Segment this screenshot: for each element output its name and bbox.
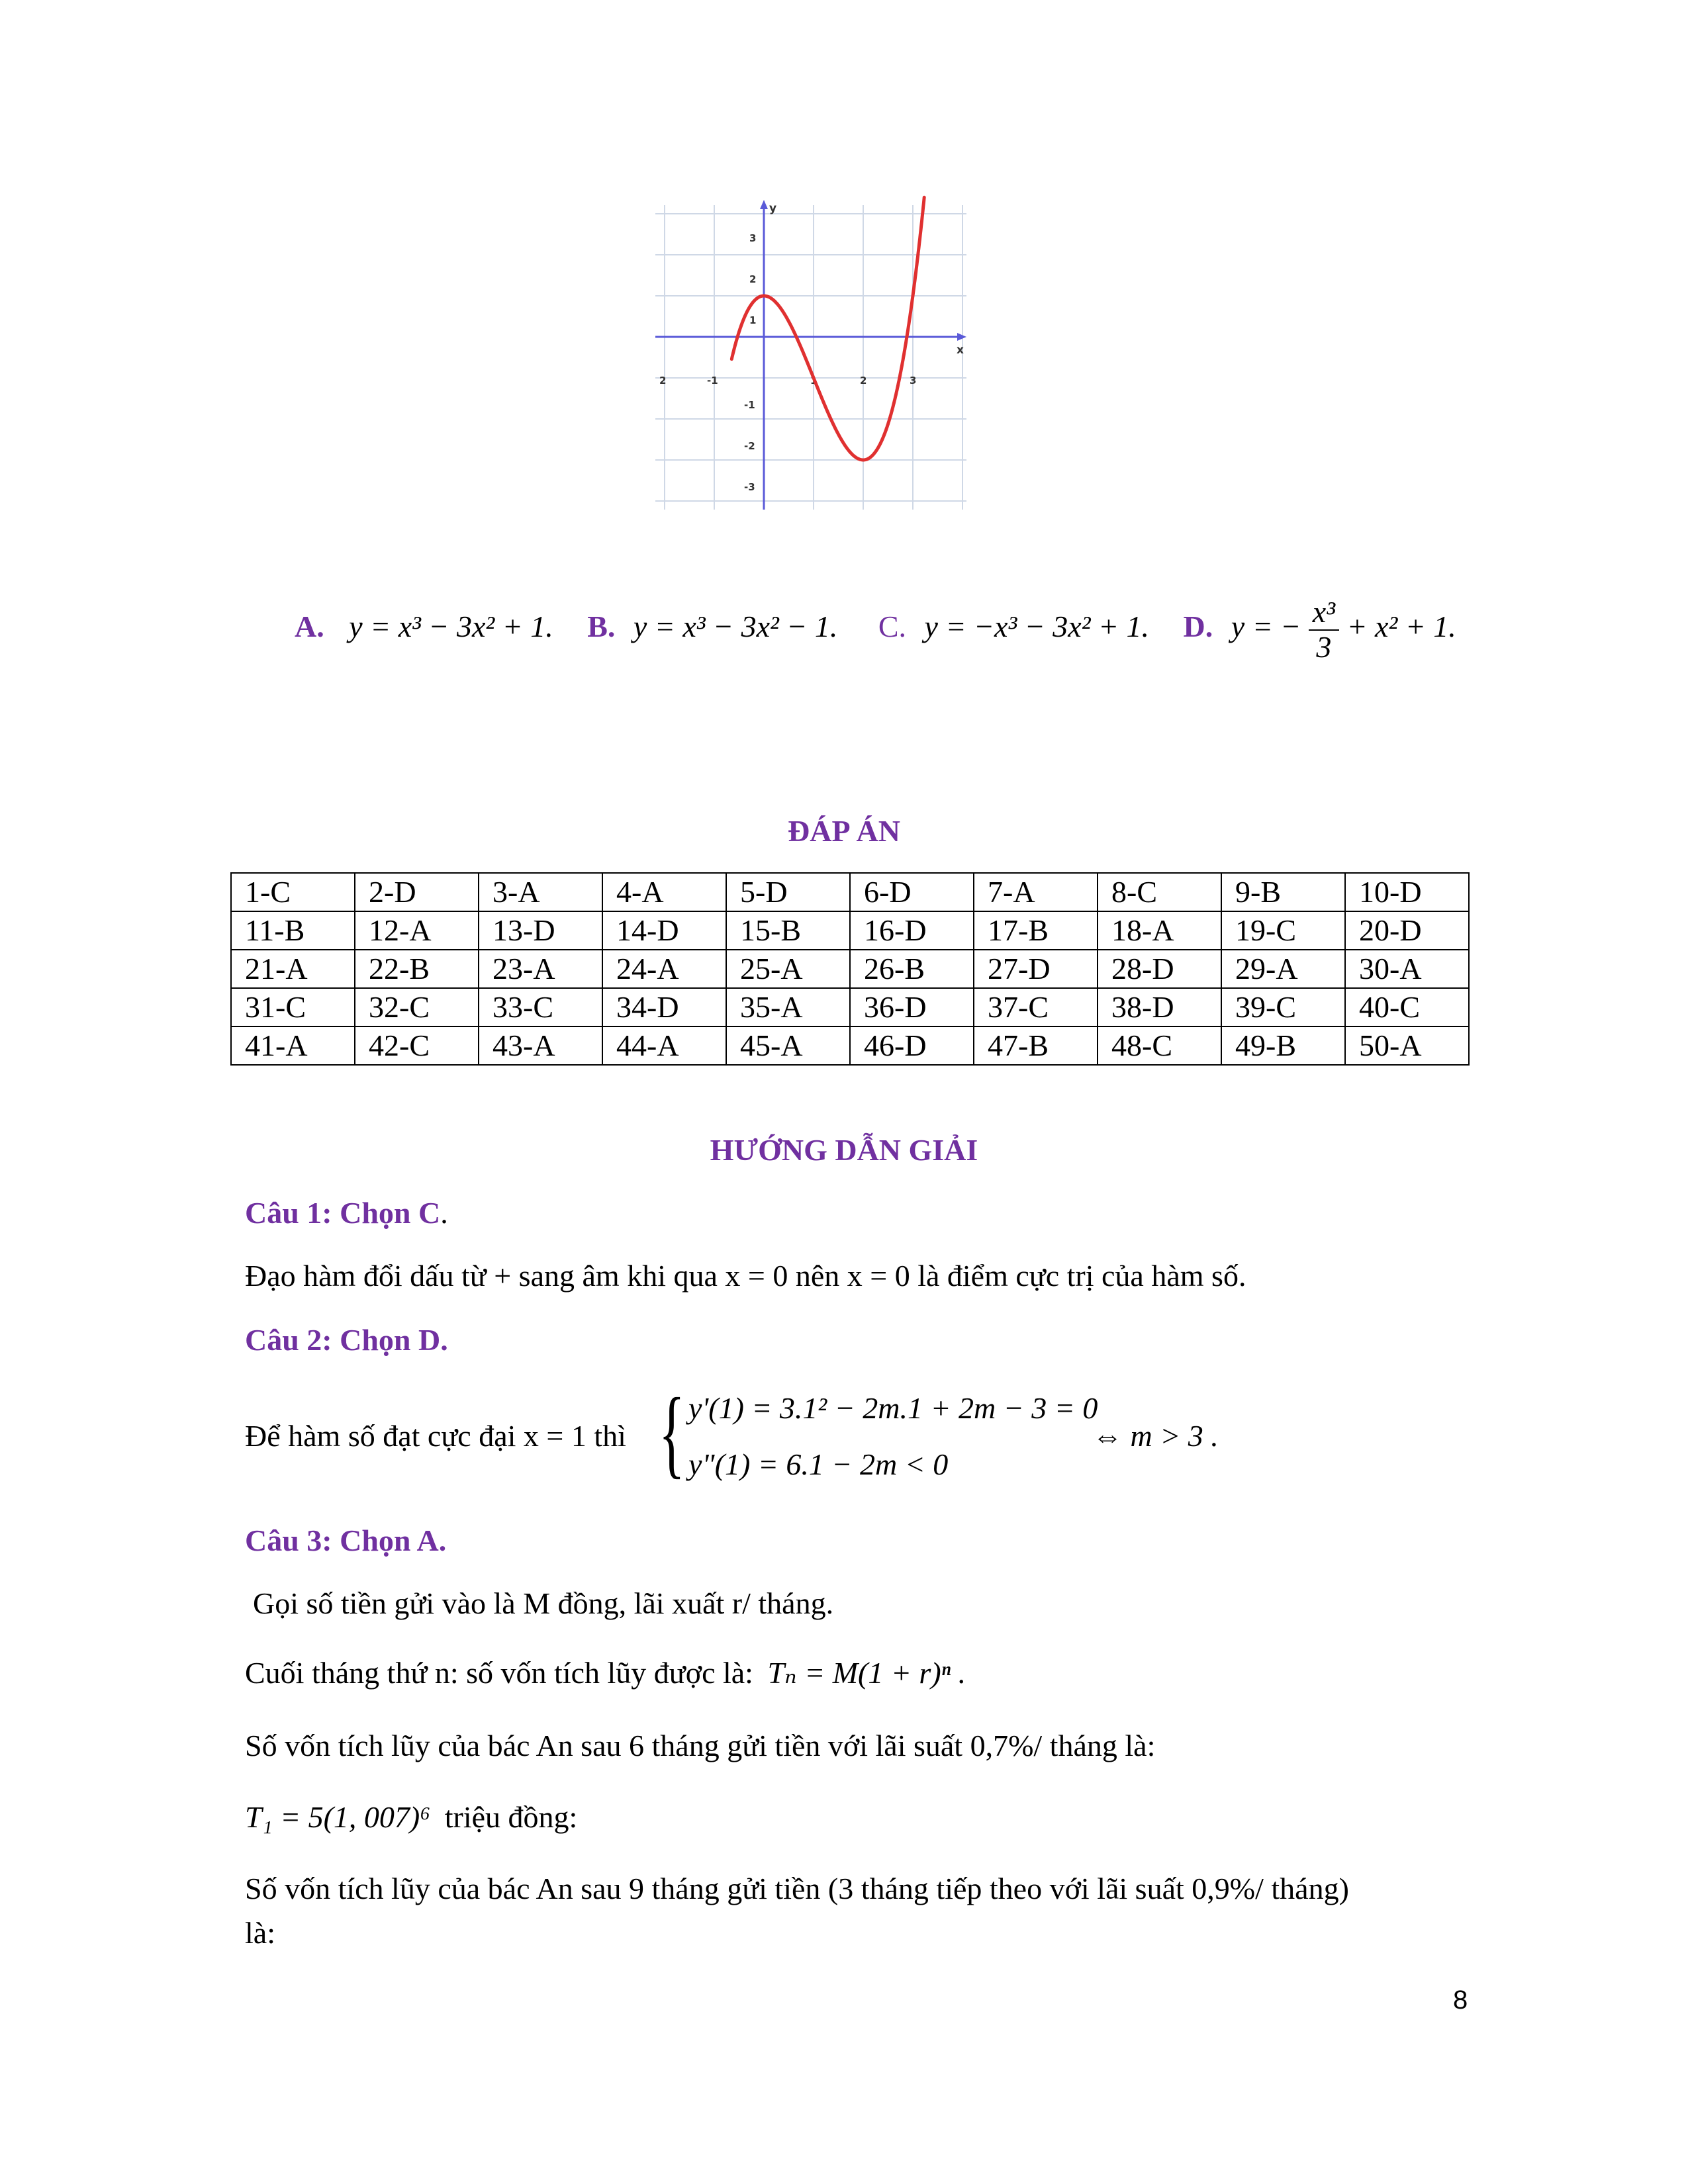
x-tick-label: 2 <box>860 375 867 387</box>
answer-cell: 47-B <box>974 1026 1098 1065</box>
answer-cell: 10-D <box>1345 873 1469 911</box>
answer-cell: 14-D <box>602 911 726 950</box>
answer-cell: 19-C <box>1221 911 1345 950</box>
x-axis-label: x <box>957 343 964 357</box>
question-3-line-1: Gọi số tiền gửi vào là M đồng, lãi xuất r/ tháng. <box>253 1586 834 1620</box>
answer-cell: 33-C <box>479 988 602 1026</box>
answer-cell: 45-A <box>726 1026 850 1065</box>
y-axis-arrow <box>760 200 768 209</box>
answer-row <box>231 873 1469 911</box>
answer-cell: 22-B <box>355 950 479 988</box>
answer-cell: 25-A <box>726 950 850 988</box>
question-3-line-5: Số vốn tích lũy của bác An sau 9 tháng gửi tiền (3 tháng tiếp theo với lãi suất 0,9%/ tháng) <box>245 1872 1349 1905</box>
system-brace: { <box>659 1378 685 1488</box>
guide-title: HƯỚNG DẪN GIẢI <box>710 1133 978 1167</box>
answer-cell: 23-A <box>479 950 602 988</box>
answer-cell: 16-D <box>850 911 974 950</box>
answer-cell: 12-A <box>355 911 479 950</box>
page-number: 8 <box>1453 1985 1468 2015</box>
answer-key-table <box>230 872 1470 1066</box>
option-c-formula: y = −x³ − 3x² + 1. <box>924 610 1150 644</box>
answer-cell: 44-A <box>602 1026 726 1065</box>
question-1-dot: . <box>440 1196 448 1230</box>
answer-cell: 50-A <box>1345 1026 1469 1065</box>
option-b-formula: y = x³ − 3x² − 1. <box>633 610 838 644</box>
answer-cell: 24-A <box>602 950 726 988</box>
answer-cell: 8-C <box>1098 873 1221 911</box>
answer-cell: 17-B <box>974 911 1098 950</box>
option-a-formula: y = x³ − 3x² + 1. <box>349 610 553 644</box>
answer-cell: 31-C <box>231 988 355 1026</box>
question-2-lead: Để hàm số đạt cực đại x = 1 thì <box>245 1419 626 1453</box>
y-tick-label: 2 <box>749 273 757 285</box>
option-d-fraction <box>1309 596 1339 664</box>
answer-cell: 3-A <box>479 873 602 911</box>
answer-cell: 42-C <box>355 1026 479 1065</box>
answer-cell: 29-A <box>1221 950 1345 988</box>
answer-cell: 1-C <box>231 873 355 911</box>
x-tick-label: -1 <box>707 375 718 387</box>
question-3-line-2 <box>245 1655 966 1691</box>
fraction-denominator: 3 <box>1316 629 1332 664</box>
y-tick-label: -2 <box>744 440 755 452</box>
y-tick-label: 3 <box>749 232 757 244</box>
answer-cell: 30-A <box>1345 950 1469 988</box>
answer-cell: 35-A <box>726 988 850 1026</box>
cubic-function-graph <box>655 192 973 516</box>
y-axis-label: y <box>769 202 777 215</box>
question-1-title: Câu 1: Chọn C <box>245 1196 441 1230</box>
question-2-equation-2: y"(1) = 6.1 − 2m < 0 <box>688 1447 949 1481</box>
question-3-formula-tn: Tₙ = M(1 + r)ⁿ . <box>767 1656 966 1690</box>
answer-cell: 32-C <box>355 988 479 1026</box>
question-2-heading: Câu 2: Chọn D. <box>245 1323 448 1357</box>
answer-cell: 36-D <box>850 988 974 1026</box>
x-tick-label: 3 <box>910 375 917 387</box>
answer-cell: 40-C <box>1345 988 1469 1026</box>
answer-cell: 34-D <box>602 988 726 1026</box>
option-b-label: B. <box>587 610 616 644</box>
answer-cell: 41-A <box>231 1026 355 1065</box>
answer-cell: 9-B <box>1221 873 1345 911</box>
answer-cell: 2-D <box>355 873 479 911</box>
answer-cell: 18-A <box>1098 911 1221 950</box>
answer-cell: 11-B <box>231 911 355 950</box>
answer-row <box>231 988 1469 1026</box>
answers-title: ĐÁP ÁN <box>788 814 900 848</box>
answer-cell: 39-C <box>1221 988 1345 1026</box>
question-2-result: ⇔ m > 3 . <box>1092 1419 1219 1453</box>
question-3-heading: Câu 3: Chọn A. <box>245 1524 447 1557</box>
answer-cell: 21-A <box>231 950 355 988</box>
answer-row <box>231 950 1469 988</box>
answer-cell: 37-C <box>974 988 1098 1026</box>
question-3-line-6: là: <box>245 1916 275 1950</box>
function-curve <box>731 197 924 460</box>
answer-cell: 4-A <box>602 873 726 911</box>
y-tick-label: -3 <box>744 481 755 493</box>
option-d-label: D. <box>1183 610 1213 644</box>
answer-cell: 5-D <box>726 873 850 911</box>
answer-row <box>231 911 1469 950</box>
answer-row <box>231 1026 1469 1065</box>
answer-cell: 43-A <box>479 1026 602 1065</box>
question-1-heading <box>245 1195 448 1231</box>
question-3-line-4 <box>245 1799 577 1835</box>
y-tick-label: -1 <box>744 399 755 411</box>
x-tick-label: 1 <box>810 375 818 387</box>
option-c-label: C. <box>878 610 907 644</box>
fraction-numerator: x³ <box>1309 596 1339 631</box>
question-2-equation-1: y'(1) = 3.1² − 2m.1 + 2m − 3 = 0 <box>688 1391 1098 1425</box>
option-d-prefix: y = − <box>1231 610 1301 644</box>
answer-cell: 7-A <box>974 873 1098 911</box>
answer-cell: 15-B <box>726 911 850 950</box>
answer-cell: 20-D <box>1345 911 1469 950</box>
answer-cell: 48-C <box>1098 1026 1221 1065</box>
question-3-formula-t1: T₁ = 5(1, 007)⁶ <box>245 1800 431 1834</box>
answer-cell: 13-D <box>479 911 602 950</box>
option-d-suffix: + x² + 1. <box>1346 610 1456 644</box>
question-1-text: Đạo hàm đổi dấu từ + sang âm khi qua x = 0 nên x = 0 là điểm cực trị của hàm số. <box>245 1259 1246 1293</box>
option-a-label: A. <box>295 610 324 644</box>
question-3-line-2-text: Cuối tháng thứ n: số vốn tích lũy được là: <box>245 1656 753 1690</box>
answer-options <box>295 596 1456 664</box>
question-3-line-4-text: triệu đồng: <box>444 1800 578 1834</box>
question-3-line-3: Số vốn tích lũy của bác An sau 6 tháng gửi tiền với lãi suất 0,7%/ tháng là: <box>245 1729 1156 1762</box>
x-tick-label: 2 <box>659 375 667 387</box>
answer-cell: 6-D <box>850 873 974 911</box>
answer-cell: 27-D <box>974 950 1098 988</box>
answer-cell: 46-D <box>850 1026 974 1065</box>
answer-cell: 49-B <box>1221 1026 1345 1065</box>
answer-cell: 28-D <box>1098 950 1221 988</box>
answer-cell: 38-D <box>1098 988 1221 1026</box>
answer-cell: 26-B <box>850 950 974 988</box>
y-tick-label: 1 <box>749 314 757 326</box>
